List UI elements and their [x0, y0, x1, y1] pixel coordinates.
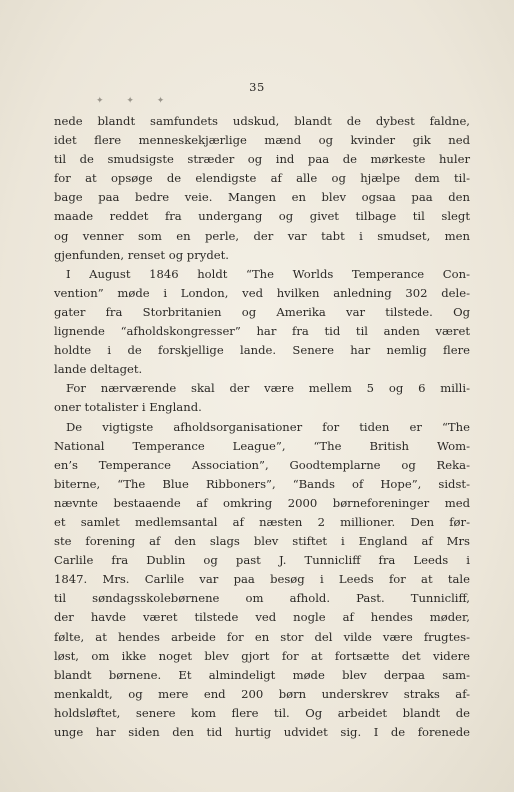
text-line: De vigtigste afholdsorganisationer for tiden er “The [66, 419, 470, 434]
body-text [54, 112, 470, 742]
text-line: oner totalister i England. [54, 400, 202, 415]
text-line: idet flere menneskekjærlige mænd og kvinder gik ned [54, 133, 470, 148]
text-line: menkaldt, og mere end 200 børn underskrev straks af- [54, 686, 470, 701]
text-line: lignende “afholdskongresser” har fra tid til anden været [54, 324, 470, 339]
text-line: gater fra Storbritanien og Amerika var tilstede. Og [54, 304, 470, 319]
text-line: unge har siden den tid hurtig udvidet sig. I de forenede [54, 725, 470, 739]
printer-marks: ✦ ✦ ✦ [96, 96, 175, 106]
text-line: løst, om ikke noget blev gjort for at fortsætte det videre [54, 648, 470, 663]
text-line: I August 1846 holdt “The Worlds Temperance Con- [66, 266, 470, 281]
text-line: holdsløftet, senere kom flere til. Og arbeidet blandt de [54, 705, 470, 720]
text-line: ste forening af den slags blev stiftet i England af Mrs [54, 534, 470, 549]
page-number: 35 [249, 80, 265, 94]
text-line: nede blandt samfundets udskud, blandt de dybest faldne, [54, 114, 470, 128]
text-line: National Temperance League”, “The British Wom- [54, 438, 470, 453]
text-line: følte, at hendes arbeide for en stor del vilde være frugtes- [54, 629, 470, 644]
text-line: bage paa bedre veie. Mangen en blev ogsaa paa den [54, 190, 470, 205]
text-line: en’s Temperance Association”, Goodtemplarne og Reka- [54, 457, 470, 472]
text-line: Carlile fra Dublin og past J. Tunnicliff fra Leeds i [54, 553, 470, 568]
text-line: maade reddet fra undergang og givet tilbage til slegt [54, 209, 470, 224]
text-line: biterne, “The Blue Ribboners”, “Bands of Hope”, sidst- [54, 476, 470, 491]
text-line: lande deltaget. [54, 362, 143, 377]
text-line: til søndagsskolebørnene om afhold. Past. Tunnicliff, [54, 591, 470, 606]
text-line: 1847. Mrs. Carlile var paa besøg i Leeds for at tale [54, 572, 470, 587]
text-line: gjenfunden, renset og prydet. [54, 247, 229, 262]
text-line: til de smudsigste stræder og ind paa de mørkeste huler [54, 152, 470, 167]
text-line: for at opsøge de elendigste af alle og hjælpe dem til- [54, 171, 470, 186]
text-line: vention” møde i London, ved hvilken anledning 302 dele- [54, 285, 470, 300]
text-line: et samlet medlemsantal af næsten 2 millioner. Den før- [54, 514, 470, 529]
text-line: blandt børnene. Et almindeligt møde blev derpaa sam- [54, 667, 470, 682]
text-line: nævnte bestaaende af omkring 2000 børneforeninger med [54, 495, 470, 510]
text-line: For nærværende skal der være mellem 5 og 6 milli- [66, 381, 470, 396]
text-line: der havde været tilstede ved nogle af hendes møder, [54, 610, 470, 625]
text-line: og venner som en perle, der var tabt i smudset, men [54, 228, 470, 243]
text-line: holdte i de forskjellige lande. Senere har nemlig flere [54, 343, 470, 358]
